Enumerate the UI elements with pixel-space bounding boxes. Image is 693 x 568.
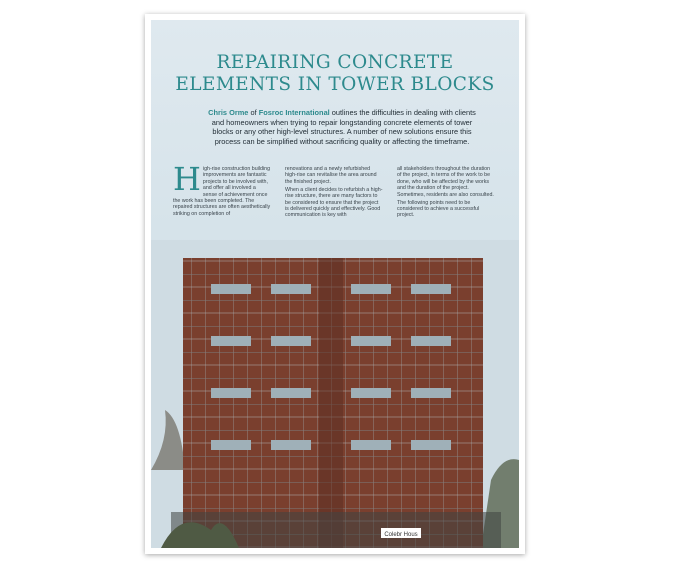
standfirst-text: outlines the difficulties in dealing with clients and homeowners when trying to repair longstanding concrete elements of tower blocks or any other high-level structures. A number of new solutions ensure this process can be simplified without sacrificing quality or affecting the timeframe. bbox=[211, 108, 476, 146]
company-name: Fosroc International bbox=[258, 108, 330, 117]
window bbox=[271, 336, 311, 346]
window bbox=[411, 388, 451, 398]
body-column-2 bbox=[285, 166, 383, 220]
window bbox=[411, 284, 451, 294]
tower-block-photo bbox=[151, 240, 519, 548]
article-title bbox=[151, 52, 519, 96]
body-columns bbox=[173, 160, 499, 248]
title-line-1: REPAIRING CONCRETE bbox=[216, 52, 454, 73]
window bbox=[211, 336, 251, 346]
window bbox=[411, 440, 451, 450]
building-sign-text: Colebr Hous bbox=[384, 532, 418, 538]
window bbox=[351, 440, 391, 450]
article-layout bbox=[151, 20, 519, 548]
body-paragraph: igh-rise construction building improvements are fantastic projects to be involved with, and offer all involved a sense of achievement once the work has been completed. The repaired structures are often aesthetically striking on completion of bbox=[173, 166, 271, 217]
window bbox=[411, 336, 451, 346]
body-column-3 bbox=[397, 166, 495, 220]
window bbox=[351, 388, 391, 398]
window bbox=[211, 284, 251, 294]
window bbox=[351, 336, 391, 346]
standfirst bbox=[205, 108, 479, 146]
window bbox=[211, 440, 251, 450]
body-paragraph: all stakeholders throughout the duration of the project, in terms of the work to be done, who will be affected by the works and the duration of the project. Sometimes, residents are also consulted. bbox=[397, 166, 494, 198]
author-name: Chris Orme bbox=[208, 108, 249, 117]
body-column-1 bbox=[173, 160, 271, 219]
window bbox=[271, 440, 311, 450]
magazine-page bbox=[145, 14, 525, 554]
window bbox=[211, 388, 251, 398]
window bbox=[271, 388, 311, 398]
window bbox=[271, 284, 311, 294]
body-paragraph: When a client decides to refurbish a high-rise structure, there are many factors to be considered to ensure that the project is delivered quickly and effectively. Good communication is key with bbox=[285, 186, 383, 219]
body-paragraph: renovations and a newly refurbished high-rise can revitalise the area around the finished project. bbox=[285, 166, 377, 185]
window bbox=[351, 284, 391, 294]
drop-cap: H bbox=[173, 160, 201, 198]
stair-core bbox=[319, 258, 343, 548]
standfirst-of: of bbox=[248, 108, 259, 117]
title-line-2: ELEMENTS IN TOWER BLOCKS bbox=[175, 74, 495, 95]
body-paragraph: The following points need to be considered to achieve a successful project. bbox=[397, 199, 480, 219]
